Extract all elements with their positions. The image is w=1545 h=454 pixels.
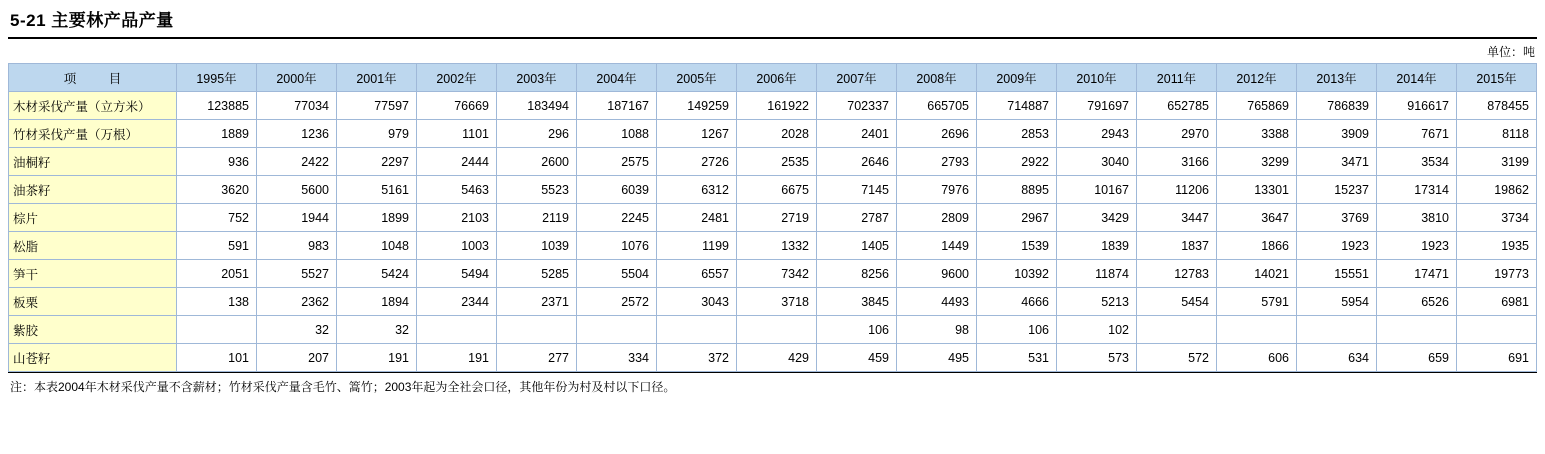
table-cell: 2719 (737, 204, 817, 232)
column-header-year: 2010年 (1057, 64, 1137, 92)
table-cell: 161922 (737, 92, 817, 120)
table-cell: 2600 (497, 148, 577, 176)
column-header-year: 2009年 (977, 64, 1057, 92)
table-cell: 334 (577, 344, 657, 372)
column-header-year: 1995年 (177, 64, 257, 92)
table-cell: 916617 (1377, 92, 1457, 120)
table-cell: 2051 (177, 260, 257, 288)
table-cell: 714887 (977, 92, 1057, 120)
column-header-year: 2011年 (1137, 64, 1217, 92)
table-cell: 5285 (497, 260, 577, 288)
table-cell: 7145 (817, 176, 897, 204)
table-cell: 1088 (577, 120, 657, 148)
table-cell: 1899 (337, 204, 417, 232)
table-cell (657, 316, 737, 344)
table-cell: 8895 (977, 176, 1057, 204)
table-cell: 5504 (577, 260, 657, 288)
table-cell (497, 316, 577, 344)
table-cell: 2572 (577, 288, 657, 316)
table-cell: 3388 (1217, 120, 1297, 148)
table-cell: 2535 (737, 148, 817, 176)
table-cell: 5213 (1057, 288, 1137, 316)
table-cell: 752 (177, 204, 257, 232)
table-cell: 652785 (1137, 92, 1217, 120)
table-cell (1457, 316, 1537, 344)
table-cell (177, 316, 257, 344)
table-cell: 7342 (737, 260, 817, 288)
table-row (9, 120, 1537, 148)
table-cell: 8118 (1457, 120, 1537, 148)
table-cell: 5494 (417, 260, 497, 288)
table-cell: 936 (177, 148, 257, 176)
table-cell: 183494 (497, 92, 577, 120)
table-cell (1137, 316, 1217, 344)
table-cell: 2422 (257, 148, 337, 176)
table-cell: 531 (977, 344, 1057, 372)
table-cell: 765869 (1217, 92, 1297, 120)
table-cell: 3043 (657, 288, 737, 316)
table-cell: 878455 (1457, 92, 1537, 120)
table-cell: 9600 (897, 260, 977, 288)
table-cell: 4493 (897, 288, 977, 316)
column-header-year: 2005年 (657, 64, 737, 92)
row-label: 竹材采伐产量（万根） (9, 120, 177, 148)
table-cell: 791697 (1057, 92, 1137, 120)
table-cell: 6526 (1377, 288, 1457, 316)
table-cell: 2401 (817, 120, 897, 148)
table-cell: 77597 (337, 92, 417, 120)
table-cell: 3447 (1137, 204, 1217, 232)
table-cell: 5954 (1297, 288, 1377, 316)
table-cell: 979 (337, 120, 417, 148)
table-cell: 6981 (1457, 288, 1537, 316)
table-cell: 5791 (1217, 288, 1297, 316)
table-cell: 15551 (1297, 260, 1377, 288)
table-cell: 106 (977, 316, 1057, 344)
column-header-year: 2008年 (897, 64, 977, 92)
table-cell: 10167 (1057, 176, 1137, 204)
table-cell: 2028 (737, 120, 817, 148)
table-cell: 1101 (417, 120, 497, 148)
table-cell: 702337 (817, 92, 897, 120)
column-header-year: 2004年 (577, 64, 657, 92)
table-cell: 1405 (817, 232, 897, 260)
table-cell: 10392 (977, 260, 1057, 288)
table-cell: 1539 (977, 232, 1057, 260)
table-cell: 572 (1137, 344, 1217, 372)
table-cell: 372 (657, 344, 737, 372)
table-head (9, 64, 1537, 92)
table-row (9, 316, 1537, 344)
table-cell: 3769 (1297, 204, 1377, 232)
row-label: 木材采伐产量（立方米） (9, 92, 177, 120)
table-cell: 1332 (737, 232, 817, 260)
table-cell (417, 316, 497, 344)
table-cell: 13301 (1217, 176, 1297, 204)
table-cell: 5454 (1137, 288, 1217, 316)
column-header-year: 2012年 (1217, 64, 1297, 92)
table-cell: 4666 (977, 288, 1057, 316)
table-cell: 187167 (577, 92, 657, 120)
table-cell: 1839 (1057, 232, 1137, 260)
table-cell: 12783 (1137, 260, 1217, 288)
table-cell: 296 (497, 120, 577, 148)
column-header-year: 2013年 (1297, 64, 1377, 92)
row-label: 松脂 (9, 232, 177, 260)
table-row (9, 232, 1537, 260)
table-cell: 1935 (1457, 232, 1537, 260)
table-cell: 2646 (817, 148, 897, 176)
table-cell: 591 (177, 232, 257, 260)
table-cell: 3647 (1217, 204, 1297, 232)
table-cell: 14021 (1217, 260, 1297, 288)
table-cell: 17471 (1377, 260, 1457, 288)
table-cell: 6557 (657, 260, 737, 288)
table-cell: 2726 (657, 148, 737, 176)
table-cell: 6312 (657, 176, 737, 204)
table-cell: 691 (1457, 344, 1537, 372)
column-header-year: 2002年 (417, 64, 497, 92)
table-cell: 2696 (897, 120, 977, 148)
column-header-year: 2000年 (257, 64, 337, 92)
table-cell: 1923 (1297, 232, 1377, 260)
table-row (9, 148, 1537, 176)
column-header-year: 2003年 (497, 64, 577, 92)
table-cell: 2444 (417, 148, 497, 176)
table-cell: 2970 (1137, 120, 1217, 148)
table-cell: 3734 (1457, 204, 1537, 232)
table-row (9, 204, 1537, 232)
table-cell: 1199 (657, 232, 737, 260)
table-header-row (9, 64, 1537, 92)
table-cell: 19862 (1457, 176, 1537, 204)
row-label: 山苍籽 (9, 344, 177, 372)
table-cell: 6675 (737, 176, 817, 204)
table-cell: 3810 (1377, 204, 1457, 232)
table-cell (1297, 316, 1377, 344)
table-cell: 191 (337, 344, 417, 372)
table-cell: 3299 (1217, 148, 1297, 176)
table-cell: 1449 (897, 232, 977, 260)
table-cell: 98 (897, 316, 977, 344)
forestry-products-table (8, 63, 1537, 372)
table-row (9, 344, 1537, 372)
table-cell: 101 (177, 344, 257, 372)
table-cell: 1944 (257, 204, 337, 232)
table-cell: 1889 (177, 120, 257, 148)
table-cell: 138 (177, 288, 257, 316)
table-cell: 11206 (1137, 176, 1217, 204)
table-cell: 459 (817, 344, 897, 372)
table-cell: 5463 (417, 176, 497, 204)
table-cell: 5523 (497, 176, 577, 204)
table-row (9, 288, 1537, 316)
table-row (9, 92, 1537, 120)
table-cell (577, 316, 657, 344)
table-cell: 2371 (497, 288, 577, 316)
table-cell: 1048 (337, 232, 417, 260)
table-row (9, 260, 1537, 288)
table-cell: 1039 (497, 232, 577, 260)
table-cell: 102 (1057, 316, 1137, 344)
page-title: 5-21 主要林产品产量 (10, 11, 174, 30)
table-cell: 2922 (977, 148, 1057, 176)
table-cell: 2362 (257, 288, 337, 316)
table-cell: 429 (737, 344, 817, 372)
table-cell: 2481 (657, 204, 737, 232)
table-cell: 573 (1057, 344, 1137, 372)
table-cell (737, 316, 817, 344)
table-cell: 659 (1377, 344, 1457, 372)
table-cell: 1923 (1377, 232, 1457, 260)
table-cell: 495 (897, 344, 977, 372)
table-cell: 2787 (817, 204, 897, 232)
table-cell: 1003 (417, 232, 497, 260)
table-cell: 17314 (1377, 176, 1457, 204)
column-header-year: 2015年 (1457, 64, 1537, 92)
table-cell: 1837 (1137, 232, 1217, 260)
row-label: 笋干 (9, 260, 177, 288)
table-cell (1217, 316, 1297, 344)
table-cell: 3429 (1057, 204, 1137, 232)
column-header-year: 2014年 (1377, 64, 1457, 92)
column-header-year: 2001年 (337, 64, 417, 92)
table-cell: 11874 (1057, 260, 1137, 288)
table-cell: 983 (257, 232, 337, 260)
table-cell: 2344 (417, 288, 497, 316)
table-cell: 2967 (977, 204, 1057, 232)
table-row (9, 176, 1537, 204)
row-label: 板栗 (9, 288, 177, 316)
table-cell: 149259 (657, 92, 737, 120)
row-label: 紫胶 (9, 316, 177, 344)
table-cell: 106 (817, 316, 897, 344)
table-cell: 1267 (657, 120, 737, 148)
column-header-year: 2006年 (737, 64, 817, 92)
table-cell: 3471 (1297, 148, 1377, 176)
table-cell: 5424 (337, 260, 417, 288)
table-cell: 7976 (897, 176, 977, 204)
row-label: 油茶籽 (9, 176, 177, 204)
table-cell: 8256 (817, 260, 897, 288)
row-label: 棕片 (9, 204, 177, 232)
table-cell: 76669 (417, 92, 497, 120)
row-label: 油桐籽 (9, 148, 177, 176)
table-cell: 15237 (1297, 176, 1377, 204)
table-cell: 1236 (257, 120, 337, 148)
table-cell: 3534 (1377, 148, 1457, 176)
table-cell: 6039 (577, 176, 657, 204)
unit-label: 单位：吨 (1486, 45, 1535, 59)
table-cell: 3718 (737, 288, 817, 316)
table-cell: 3199 (1457, 148, 1537, 176)
table-cell: 786839 (1297, 92, 1377, 120)
table-cell: 2809 (897, 204, 977, 232)
table-cell: 5527 (257, 260, 337, 288)
table-cell: 1894 (337, 288, 417, 316)
table-cell: 7671 (1377, 120, 1457, 148)
table-cell: 19773 (1457, 260, 1537, 288)
table-cell: 2297 (337, 148, 417, 176)
table-cell: 3620 (177, 176, 257, 204)
table-cell: 2103 (417, 204, 497, 232)
table-cell: 5600 (257, 176, 337, 204)
table-cell: 277 (497, 344, 577, 372)
table-cell: 207 (257, 344, 337, 372)
table-note: 注：本表2004年木材采伐产量不含薪材；竹材采伐产量含毛竹、篙竹；2003年起为全社会口径，其他年份为村及村以下口径。 (10, 380, 676, 394)
column-header-item (9, 64, 177, 92)
table-cell: 2575 (577, 148, 657, 176)
table-cell: 634 (1297, 344, 1377, 372)
table-cell: 1866 (1217, 232, 1297, 260)
table-cell: 5161 (337, 176, 417, 204)
table-cell: 1076 (577, 232, 657, 260)
table-cell: 3166 (1137, 148, 1217, 176)
table-cell: 32 (257, 316, 337, 344)
table-cell: 191 (417, 344, 497, 372)
table-cell: 77034 (257, 92, 337, 120)
table-cell: 32 (337, 316, 417, 344)
table-cell: 123885 (177, 92, 257, 120)
table-cell (1377, 316, 1457, 344)
table-cell: 2793 (897, 148, 977, 176)
table-cell: 665705 (897, 92, 977, 120)
table-cell: 3909 (1297, 120, 1377, 148)
table-cell: 3040 (1057, 148, 1137, 176)
table-cell: 2245 (577, 204, 657, 232)
table-body (9, 92, 1537, 372)
table-cell: 2943 (1057, 120, 1137, 148)
table-cell: 3845 (817, 288, 897, 316)
table-cell: 606 (1217, 344, 1297, 372)
column-header-year: 2007年 (817, 64, 897, 92)
column-header-item-label: 项 目 (63, 71, 132, 86)
table-cell: 2853 (977, 120, 1057, 148)
table-cell: 2119 (497, 204, 577, 232)
